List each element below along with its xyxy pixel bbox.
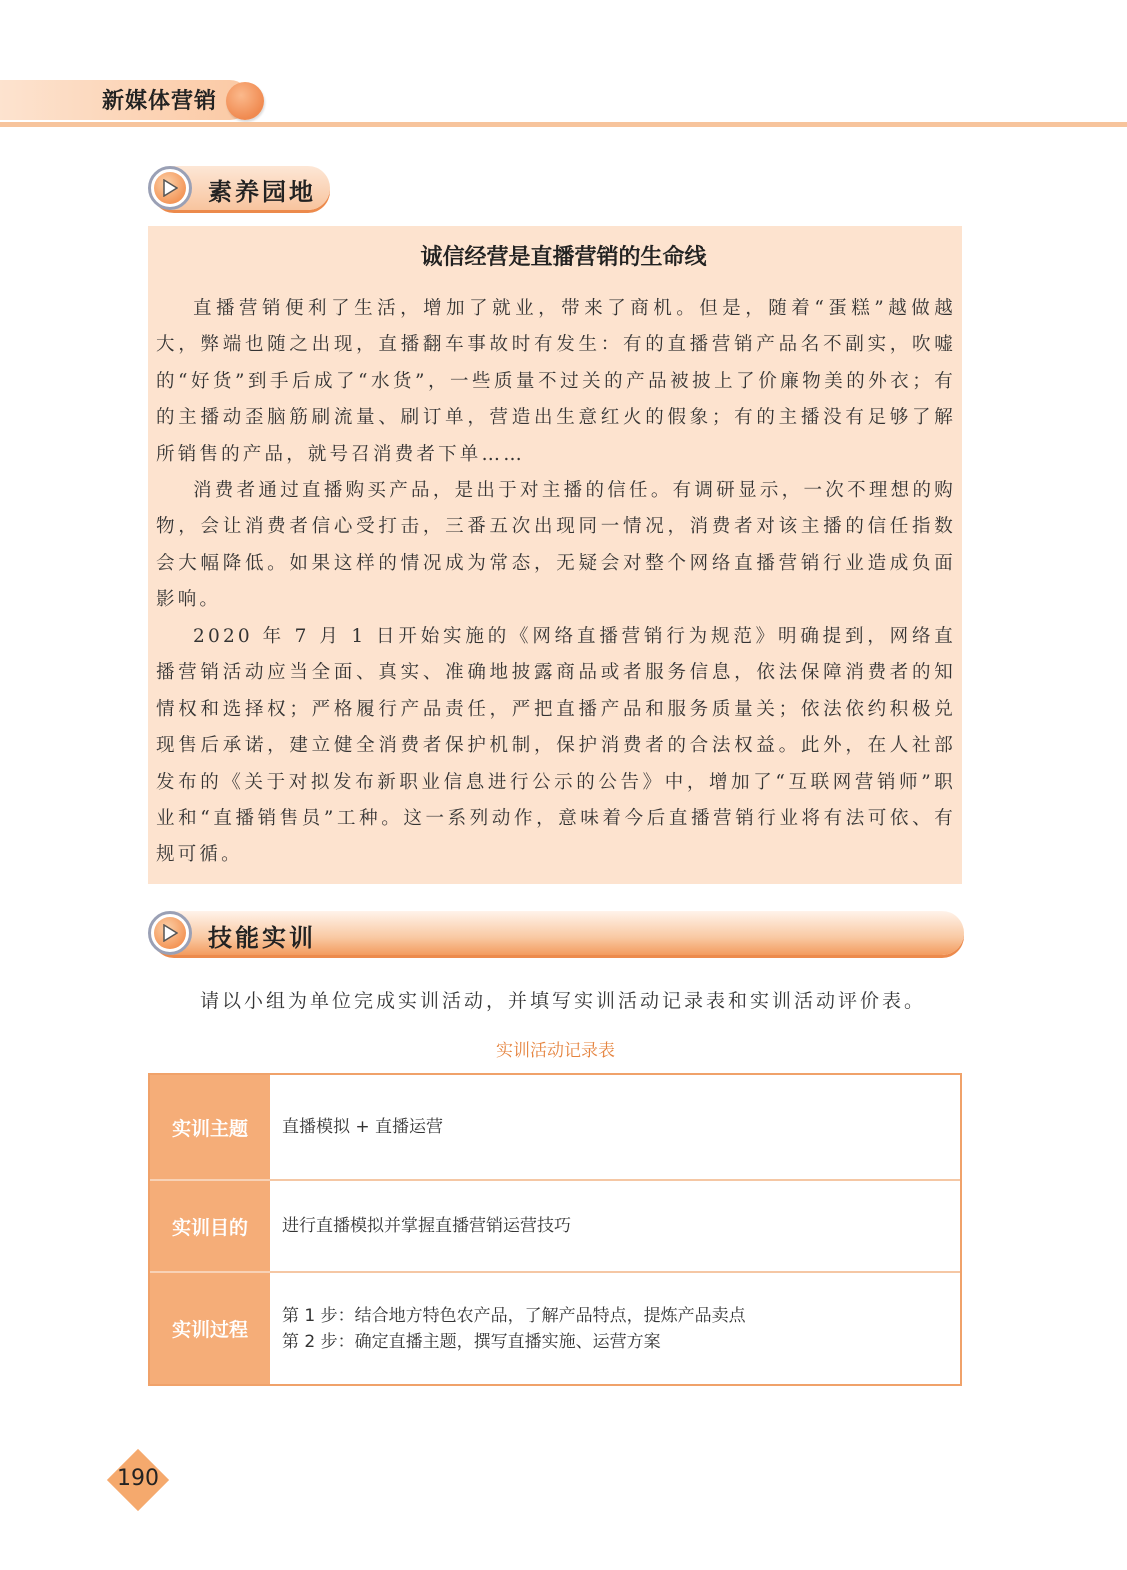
row-label: 实训主题 bbox=[150, 1075, 270, 1179]
training-record-table bbox=[148, 1073, 962, 1386]
table-row-theme bbox=[150, 1075, 960, 1179]
row-line: 第 2 步：确定直播主题，撰写直播实施、运营方案 bbox=[282, 1331, 661, 1352]
section-title-literacy: 素养园地 bbox=[208, 178, 316, 206]
row-content bbox=[272, 1075, 960, 1179]
row-line: 直播模拟 + 直播运营 bbox=[282, 1117, 444, 1137]
paragraph-1: 直播营销便利了生活，增加了就业，带来了商机。但是，随着“蛋糕”越做越大，弊端也随之出现，直播翻车事故时有发生：有的直播营销产品名不副实，吹嘘的“好货”到手后成了“水货”，一些质量不过关的产品被披上了价廉物美的外衣；有的主播动歪脑筋刷流量、刷订单，营造出生意红火的假象；有的主播没有足够了解所销售的产品，就号召消费者下单…… bbox=[156, 298, 956, 465]
page-number: 190 bbox=[117, 1466, 159, 1491]
header-circle-decoration bbox=[226, 82, 264, 120]
row-line: 进行直播模拟并掌握直播营销运营技巧 bbox=[282, 1216, 571, 1236]
table-row-process bbox=[150, 1273, 960, 1384]
header-rule bbox=[0, 122, 1127, 127]
row-content bbox=[272, 1181, 960, 1271]
section-title-skills: 技能实训 bbox=[208, 924, 316, 952]
article-title: 诚信经营是直播营销的生命线 bbox=[420, 244, 707, 270]
play-icon bbox=[148, 166, 192, 210]
skills-intro: 请以小组为单位完成实训活动，并填写实训活动记录表和实训活动评价表。 bbox=[200, 990, 927, 1012]
row-label: 实训目的 bbox=[150, 1181, 270, 1271]
book-title: 新媒体营销 bbox=[102, 89, 218, 114]
table-row-purpose bbox=[150, 1181, 960, 1271]
row-label: 实训过程 bbox=[150, 1273, 270, 1384]
row-line: 第 1 步：结合地方特色农产品，了解产品特点，提炼产品卖点 bbox=[282, 1305, 746, 1326]
paragraph-2: 消费者通过直播购买产品，是出于对主播的信任。有调研显示，一次不理想的购物，会让消费者信心受打击，三番五次出现同一情况，消费者对该主播的信任指数会大幅降低。如果这样的情况成为常态，无疑会对整个网络直播营销行业造成负面影响。 bbox=[156, 480, 956, 611]
play-icon bbox=[148, 911, 192, 955]
table-caption: 实训活动记录表 bbox=[496, 1041, 615, 1061]
row-content bbox=[272, 1273, 960, 1384]
paragraph-3: 2020 年 7 月 1 日开始实施的《网络直播营销行为规范》明确提到，网络直播营销活动应当全面、真实、准确地披露商品或者服务信息，依法保障消费者的知情权和选择权；严格履行产品责任，严把直播产品和服务质量关；依法依约积极兑现售后承诺，建立健全消费者保护机制，保护消费者的合法权益。此外，在人社部发布的《关于对拟发布新职业信息进行公示的公告》中，增加了“互联网营销师”职业和“直播销售员”工种。这一系列动作，意味着今后直播营销行业将有法可依、有规可循。 bbox=[156, 626, 956, 866]
